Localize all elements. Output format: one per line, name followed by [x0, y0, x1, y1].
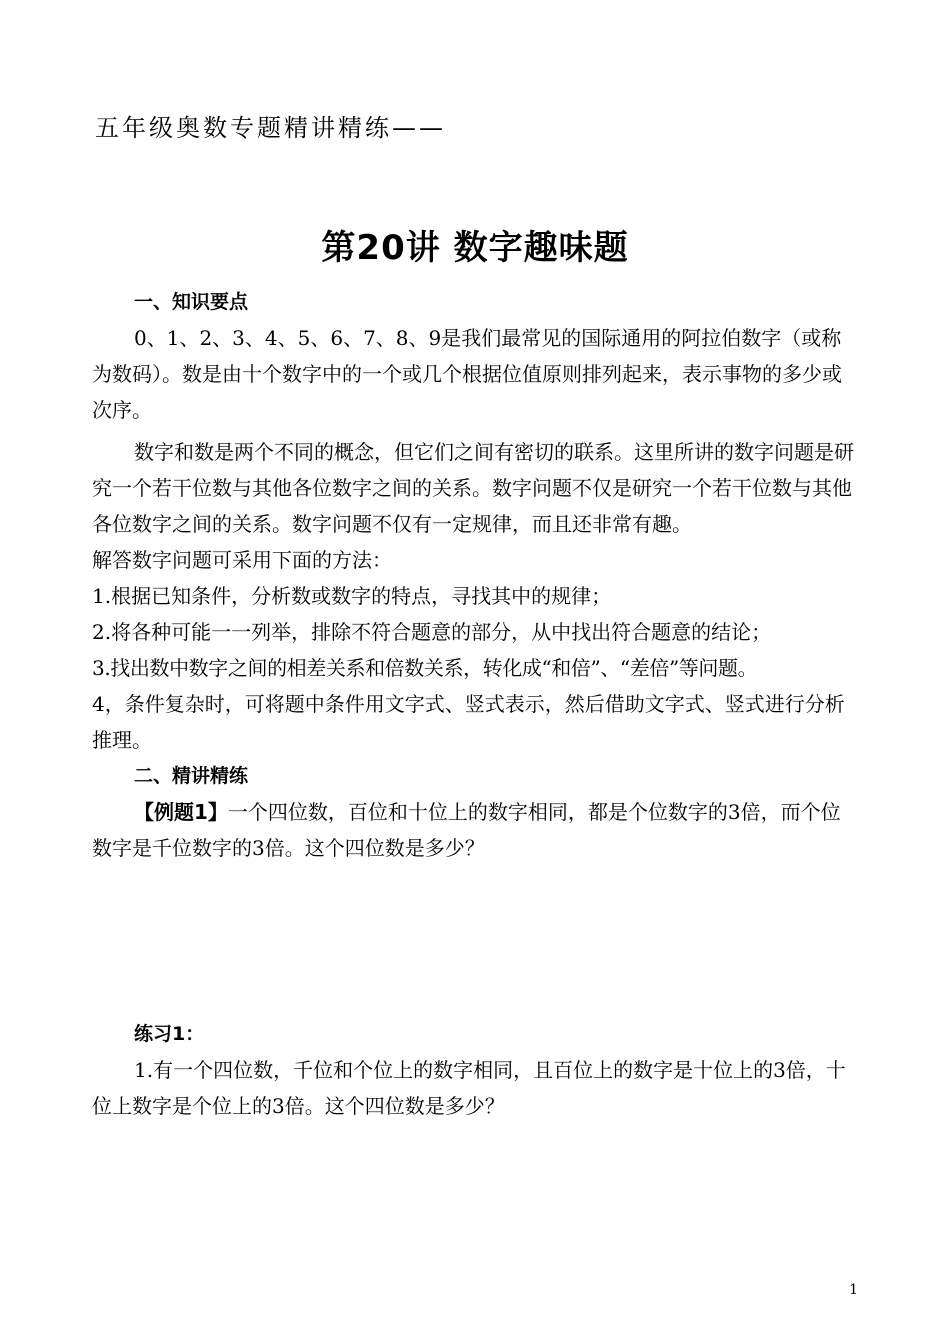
series-title: 五年级奥数专题精讲精练—— — [95, 114, 446, 142]
method-item-1: 1.根据已知条件，分析数或数字的特点，寻找其中的规律； — [92, 584, 612, 608]
knowledge-paragraph-1: 0、1、2、3、4、5、6、7、8、9是我们最常见的国际通用的阿拉伯数字（或称为数码）。数是由十个数字中的一个或几个根据位值原则排列起来，表示事物的多少或次序。 — [92, 326, 842, 422]
section-heading-knowledge: 一、知识要点 — [134, 291, 249, 313]
method-item-3: 3.找出数中数字之间的相差关系和倍数关系，转化成“和倍”、“差倍”等问题。 — [92, 656, 758, 680]
methods-intro: 解答数字问题可采用下面的方法： — [92, 548, 392, 572]
method-item-4: 4，条件复杂时，可将题中条件用文字式、竖式表示，然后借助文字式、竖式进行分析推理。 — [92, 692, 845, 752]
lecture-title: 第20讲 数字趣味题 — [321, 228, 629, 268]
section-heading-practice: 二、精讲精练 — [134, 765, 249, 787]
practice-1-label: 练习1： — [134, 1023, 205, 1045]
page-number: 1 — [849, 1282, 858, 1298]
document-body — [92, 284, 860, 1124]
example-1-text: 一个四位数，百位和十位上的数字相同，都是个位数字的3倍，而个位数字是千位数字的3倍。这个四位数是多少？ — [92, 800, 841, 860]
example-1 — [92, 794, 860, 866]
method-item-2: 2.将各种可能一一列举，排除不符合题意的部分，从中找出符合题意的结论； — [92, 620, 772, 644]
knowledge-paragraph-2: 数字和数是两个不同的概念，但它们之间有密切的联系。这里所讲的数字问题是研究一个若干位数与其他各位数字之间的关系。数字问题不仅是研究一个若干位数与其他各位数字之间的关系。数字问题不仅有一定规律，而且还非常有趣。 — [92, 440, 854, 536]
practice-1-item-1: 1.有一个四位数，千位和个位上的数字相同，且百位上的数字是十位上的3倍，十位上数字是个位上的3倍。这个四位数是多少？ — [92, 1058, 846, 1118]
example-1-label: 【例题1】 — [134, 800, 228, 824]
